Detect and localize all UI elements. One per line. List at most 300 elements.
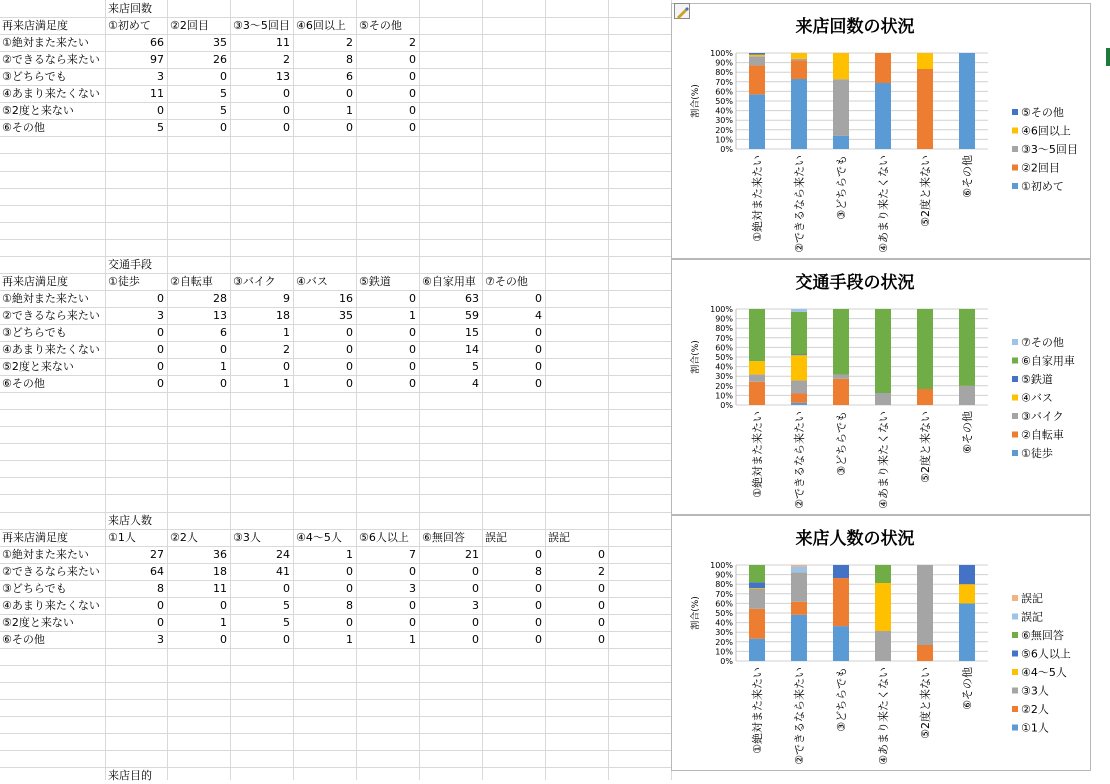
bar-segment: [791, 79, 807, 149]
value-cell[interactable]: 1: [409, 633, 416, 646]
bar-segment: [833, 578, 849, 626]
y-tick-label: 90%: [715, 314, 733, 324]
legend-item: 誤記: [1021, 610, 1043, 624]
column-header[interactable]: ③3人: [233, 531, 261, 544]
value-cell[interactable]: 0: [346, 87, 353, 100]
bar-segment: [833, 53, 849, 79]
value-cell[interactable]: 0: [157, 326, 164, 339]
row-label[interactable]: ④あまり来たくない: [2, 343, 100, 356]
value-cell[interactable]: 5: [220, 104, 227, 117]
column-header[interactable]: ③バイク: [233, 275, 276, 288]
legend-item: ⑥無回答: [1021, 629, 1064, 642]
value-cell[interactable]: 0: [157, 377, 164, 390]
column-header[interactable]: ②2人: [170, 531, 198, 544]
column-header[interactable]: 誤記: [548, 531, 570, 544]
value-cell[interactable]: 7: [409, 548, 416, 561]
y-tick-label: 30%: [715, 372, 733, 382]
value-cell[interactable]: 3: [157, 70, 164, 83]
bar-segment: [959, 309, 975, 386]
value-cell[interactable]: 21: [465, 548, 479, 561]
value-cell[interactable]: 1: [283, 326, 290, 339]
value-cell[interactable]: 0: [535, 343, 542, 356]
y-tick-label: 20%: [715, 125, 733, 135]
bar-segment: [749, 53, 765, 55]
column-header[interactable]: ①徒歩: [108, 275, 140, 288]
row-label[interactable]: ④あまり来たくない: [2, 87, 100, 100]
x-tick-label: ⑥その他: [961, 155, 974, 198]
value-cell[interactable]: 0: [472, 565, 479, 578]
value-cell[interactable]: 0: [346, 616, 353, 629]
value-cell[interactable]: 41: [276, 565, 290, 578]
value-cell[interactable]: 5: [472, 360, 479, 373]
chart-edit-icon[interactable]: [674, 3, 690, 19]
bar-segment: [791, 380, 807, 393]
bar-segment: [833, 374, 849, 378]
value-cell[interactable]: 0: [283, 633, 290, 646]
section-label[interactable]: 交通手段: [108, 258, 152, 271]
value-cell[interactable]: 2: [346, 36, 353, 49]
value-cell[interactable]: 0: [346, 377, 353, 390]
legend-item: ③3人: [1021, 684, 1049, 698]
value-cell[interactable]: 0: [472, 633, 479, 646]
y-tick-label: 80%: [715, 68, 733, 78]
y-tick-label: 30%: [715, 116, 733, 126]
legend-swatch: [1012, 146, 1018, 152]
value-cell[interactable]: 1: [283, 377, 290, 390]
value-cell[interactable]: 0: [598, 582, 605, 595]
y-tick-label: 60%: [715, 87, 733, 97]
value-cell[interactable]: 24: [276, 548, 290, 561]
value-cell[interactable]: 18: [213, 565, 227, 578]
chart-title: 来店回数の状況: [795, 17, 915, 37]
bar-segment: [791, 615, 807, 661]
value-cell[interactable]: 36: [213, 548, 227, 561]
value-cell[interactable]: 1: [220, 616, 227, 629]
legend-item: ①初めて: [1021, 180, 1064, 193]
bar-segment: [875, 565, 891, 583]
row-label[interactable]: ⑤2度と来ない: [2, 616, 74, 629]
value-cell[interactable]: 5: [157, 121, 164, 134]
value-cell[interactable]: 0: [346, 121, 353, 134]
value-cell[interactable]: 0: [220, 599, 227, 612]
x-tick-label: ⑤2度と来ない: [919, 411, 932, 483]
column-header[interactable]: 誤記: [485, 531, 507, 544]
section-label[interactable]: 来店目的: [108, 769, 152, 782]
value-cell[interactable]: 0: [409, 53, 416, 66]
row-label[interactable]: ②できるなら来たい: [2, 53, 100, 66]
value-cell[interactable]: 0: [409, 360, 416, 373]
legend-item: ⑥自家用車: [1021, 354, 1075, 368]
value-cell[interactable]: 0: [472, 616, 479, 629]
y-tick-label: 0%: [720, 401, 733, 410]
x-tick-label: ④あまり来たくない: [877, 411, 890, 509]
chart-canvas: [672, 516, 1090, 770]
value-cell[interactable]: 0: [409, 292, 416, 305]
bar-segment: [875, 309, 891, 393]
section-label[interactable]: 来店回数: [108, 2, 152, 15]
bar-segment: [917, 389, 933, 405]
legend-swatch: [1012, 432, 1018, 438]
bar-segment: [875, 53, 891, 83]
x-tick-label: ④あまり来たくない: [877, 155, 890, 253]
row-label[interactable]: ⑤2度と来ない: [2, 360, 74, 373]
legend-item: ⑤6人以上: [1021, 647, 1071, 661]
row-label[interactable]: ⑤2度と来ない: [2, 104, 74, 117]
legend-item: ③3～5回目: [1021, 143, 1078, 156]
bar-segment: [833, 79, 849, 136]
bar-segment: [917, 309, 933, 389]
value-cell[interactable]: 0: [157, 104, 164, 117]
bar-segment: [833, 309, 849, 374]
row-label[interactable]: ③どちらでも: [2, 326, 67, 339]
bar-segment: [791, 403, 807, 405]
value-cell[interactable]: 0: [535, 548, 542, 561]
chart-transport[interactable]: [671, 259, 1091, 515]
legend-item: ④4～5人: [1021, 666, 1067, 679]
column-header[interactable]: ④4～5人: [296, 531, 342, 544]
value-cell[interactable]: 13: [276, 70, 290, 83]
y-axis-label: 割合(%): [691, 340, 701, 374]
bar-segment: [749, 582, 765, 588]
value-cell[interactable]: 0: [346, 360, 353, 373]
row-label[interactable]: ②できるなら来たい: [2, 309, 100, 322]
value-cell[interactable]: 5: [220, 87, 227, 100]
row-label[interactable]: ①絶対また来たい: [2, 292, 89, 305]
value-cell[interactable]: 0: [409, 104, 416, 117]
legend-item: ②2回目: [1021, 161, 1060, 175]
bar-segment: [749, 361, 765, 374]
value-cell[interactable]: 0: [598, 548, 605, 561]
column-header[interactable]: ⑤その他: [359, 19, 402, 32]
column-header[interactable]: ④バス: [296, 275, 328, 288]
value-cell[interactable]: 4: [472, 377, 479, 390]
row-label[interactable]: ⑥その他: [2, 121, 45, 134]
value-cell[interactable]: 6: [346, 70, 353, 83]
y-tick-label: 70%: [715, 333, 733, 343]
bar-segment: [791, 53, 807, 59]
value-cell[interactable]: 0: [409, 616, 416, 629]
value-cell[interactable]: 59: [465, 309, 479, 322]
row-label[interactable]: ⑥その他: [2, 633, 45, 646]
value-cell[interactable]: 11: [213, 582, 227, 595]
y-tick-label: 20%: [715, 381, 733, 391]
bar-segment: [959, 603, 975, 661]
legend-item: ③バイク: [1021, 410, 1064, 423]
value-cell[interactable]: 0: [598, 633, 605, 646]
row-label[interactable]: ③どちらでも: [2, 70, 67, 83]
value-cell[interactable]: 2: [283, 343, 290, 356]
bar-segment: [749, 374, 765, 381]
column-header[interactable]: ⑦その他: [485, 275, 528, 288]
column-header[interactable]: ②2回目: [170, 19, 209, 32]
value-cell[interactable]: 0: [220, 70, 227, 83]
value-cell[interactable]: 0: [598, 616, 605, 629]
value-cell[interactable]: 0: [535, 633, 542, 646]
value-cell[interactable]: 0: [535, 582, 542, 595]
legend-swatch: [1012, 632, 1018, 638]
bar-segment: [791, 393, 807, 402]
row-label[interactable]: ④あまり来たくない: [2, 599, 100, 612]
row-header[interactable]: 再来店満足度: [2, 531, 68, 544]
value-cell[interactable]: 9: [283, 292, 290, 305]
legend-swatch: [1012, 413, 1018, 419]
value-cell[interactable]: 0: [220, 343, 227, 356]
x-tick-label: ①絶対また来たい: [751, 411, 764, 498]
legend-swatch: [1012, 725, 1018, 731]
value-cell[interactable]: 16: [339, 292, 353, 305]
value-cell[interactable]: 0: [283, 104, 290, 117]
y-tick-label: 0%: [720, 657, 733, 666]
value-cell[interactable]: 0: [157, 599, 164, 612]
bar-segment: [749, 55, 765, 57]
value-cell[interactable]: 3: [157, 309, 164, 322]
selection-indicator: [1106, 48, 1110, 66]
bar-segment: [749, 639, 765, 661]
legend-item: ④6回以上: [1021, 124, 1071, 138]
chart-title: 来店人数の状況: [795, 529, 915, 549]
value-cell[interactable]: 8: [535, 565, 542, 578]
value-cell[interactable]: 1: [409, 309, 416, 322]
value-cell[interactable]: 2: [283, 53, 290, 66]
value-cell[interactable]: 0: [346, 582, 353, 595]
value-cell[interactable]: 0: [409, 343, 416, 356]
legend-item: 誤記: [1021, 592, 1043, 605]
bar-segment: [917, 565, 933, 645]
value-cell[interactable]: 0: [598, 599, 605, 612]
bar-segment: [749, 589, 765, 609]
value-cell[interactable]: 0: [220, 121, 227, 134]
value-cell[interactable]: 0: [535, 599, 542, 612]
value-cell[interactable]: 0: [283, 360, 290, 373]
value-cell[interactable]: 0: [157, 292, 164, 305]
value-cell[interactable]: 0: [409, 326, 416, 339]
y-tick-label: 80%: [715, 580, 733, 590]
bar-segment: [917, 53, 933, 69]
value-cell[interactable]: 5: [283, 616, 290, 629]
legend-swatch: [1012, 669, 1018, 675]
value-cell[interactable]: 0: [157, 360, 164, 373]
value-cell[interactable]: 0: [283, 121, 290, 134]
value-cell[interactable]: 28: [213, 292, 227, 305]
legend-item: ④バス: [1021, 391, 1053, 405]
y-tick-label: 100%: [710, 305, 733, 314]
legend-swatch: [1012, 595, 1018, 601]
x-tick-label: ⑥その他: [961, 667, 974, 710]
x-tick-label: ⑥その他: [961, 411, 974, 454]
y-tick-label: 30%: [715, 628, 733, 638]
column-header[interactable]: ⑤鉄道: [359, 275, 391, 288]
bar-segment: [749, 588, 765, 589]
value-cell[interactable]: 2: [409, 36, 416, 49]
value-cell[interactable]: 0: [283, 87, 290, 100]
y-tick-label: 40%: [715, 106, 733, 116]
value-cell[interactable]: 18: [276, 309, 290, 322]
value-cell[interactable]: 11: [150, 87, 164, 100]
x-tick-label: ②できるなら来たい: [793, 411, 806, 509]
y-tick-label: 40%: [715, 362, 733, 372]
legend-swatch: [1012, 109, 1018, 115]
row-label[interactable]: ①絶対また来たい: [2, 548, 89, 561]
x-tick-label: ⑤2度と来ない: [919, 155, 932, 227]
legend-item: ①1人: [1021, 721, 1049, 735]
row-header[interactable]: 再来店満足度: [2, 19, 68, 32]
value-cell[interactable]: 4: [535, 309, 542, 322]
legend-item: ⑦その他: [1021, 336, 1064, 349]
legend-swatch: [1012, 339, 1018, 345]
value-cell[interactable]: 14: [465, 343, 479, 356]
value-cell[interactable]: 15: [465, 326, 479, 339]
bar-segment: [917, 69, 933, 149]
value-cell[interactable]: 0: [409, 87, 416, 100]
value-cell[interactable]: 0: [535, 292, 542, 305]
bar-segment: [875, 393, 891, 405]
value-cell[interactable]: 0: [409, 599, 416, 612]
value-cell[interactable]: 8: [346, 53, 353, 66]
bar-segment: [791, 566, 807, 572]
bar-segment: [959, 584, 975, 603]
bar-segment: [917, 645, 933, 661]
legend-item: ①徒歩: [1021, 447, 1053, 460]
bar-segment: [833, 379, 849, 405]
y-tick-label: 70%: [715, 589, 733, 599]
legend-swatch: [1012, 651, 1018, 657]
value-cell[interactable]: 97: [150, 53, 164, 66]
value-cell[interactable]: 3: [157, 633, 164, 646]
bar-segment: [791, 602, 807, 615]
value-cell[interactable]: 0: [535, 377, 542, 390]
value-cell[interactable]: 8: [157, 582, 164, 595]
value-cell[interactable]: 0: [409, 121, 416, 134]
value-cell[interactable]: 1: [346, 548, 353, 561]
y-tick-label: 90%: [715, 570, 733, 580]
value-cell[interactable]: 8: [346, 599, 353, 612]
chart-canvas: [672, 260, 1090, 514]
column-header[interactable]: ①1人: [108, 531, 136, 544]
x-tick-label: ③どちらでも: [835, 155, 848, 220]
value-cell[interactable]: 0: [346, 326, 353, 339]
value-cell[interactable]: 1: [346, 104, 353, 117]
value-cell[interactable]: 6: [220, 326, 227, 339]
column-header[interactable]: ②自転車: [170, 275, 213, 288]
bar-segment: [791, 312, 807, 355]
bar-segment: [875, 83, 891, 149]
bar-segment: [791, 355, 807, 380]
y-tick-label: 20%: [715, 637, 733, 647]
legend-item: ②2人: [1021, 703, 1049, 716]
value-cell[interactable]: 0: [346, 565, 353, 578]
row-label[interactable]: ⑥その他: [2, 377, 45, 390]
y-tick-label: 10%: [715, 647, 733, 657]
row-label[interactable]: ③どちらでも: [2, 582, 67, 595]
column-header[interactable]: ④6回以上: [296, 19, 346, 32]
legend-swatch: [1012, 706, 1018, 712]
bar-segment: [749, 309, 765, 361]
y-tick-label: 100%: [710, 49, 733, 58]
value-cell[interactable]: 0: [535, 326, 542, 339]
value-cell[interactable]: 0: [409, 70, 416, 83]
value-cell[interactable]: 0: [157, 343, 164, 356]
value-cell[interactable]: 0: [346, 343, 353, 356]
row-label[interactable]: ①絶対また来たい: [2, 36, 89, 49]
y-tick-label: 50%: [715, 353, 733, 362]
value-cell[interactable]: 0: [220, 377, 227, 390]
bar-segment: [791, 309, 807, 312]
column-header[interactable]: ③3～5回目: [233, 19, 290, 32]
column-header[interactable]: ⑥無回答: [422, 531, 465, 544]
value-cell[interactable]: 11: [276, 36, 290, 49]
x-tick-label: ③どちらでも: [835, 411, 848, 476]
value-cell[interactable]: 3: [409, 582, 416, 595]
y-tick-label: 70%: [715, 77, 733, 87]
x-tick-label: ⑤2度と来ない: [919, 667, 932, 739]
bar-segment: [749, 56, 765, 65]
column-header[interactable]: ①初めて: [108, 19, 151, 32]
value-cell[interactable]: 66: [150, 36, 164, 49]
x-tick-label: ④あまり来たくない: [877, 667, 890, 765]
value-cell[interactable]: 0: [283, 582, 290, 595]
row-label[interactable]: ②できるなら来たい: [2, 565, 100, 578]
value-cell[interactable]: 1: [220, 360, 227, 373]
value-cell[interactable]: 2: [598, 565, 605, 578]
value-cell[interactable]: 0: [409, 565, 416, 578]
value-cell[interactable]: 26: [213, 53, 227, 66]
bar-segment: [833, 136, 849, 149]
legend-swatch: [1012, 614, 1018, 620]
bar-segment: [749, 94, 765, 149]
value-cell[interactable]: 0: [409, 377, 416, 390]
y-tick-label: 10%: [715, 135, 733, 145]
value-cell[interactable]: 0: [472, 582, 479, 595]
column-header[interactable]: ⑥自家用車: [422, 275, 476, 288]
value-cell[interactable]: 35: [213, 36, 227, 49]
value-cell[interactable]: 13: [213, 309, 227, 322]
value-cell[interactable]: 5: [283, 599, 290, 612]
row-header[interactable]: 再来店満足度: [2, 275, 68, 288]
legend-item: ⑤その他: [1021, 106, 1064, 119]
value-cell[interactable]: 0: [535, 616, 542, 629]
bar-segment: [791, 572, 807, 602]
column-header[interactable]: ⑤6人以上: [359, 531, 409, 544]
value-cell[interactable]: 64: [150, 565, 164, 578]
legend-item: ⑤鉄道: [1021, 373, 1053, 386]
bar-segment: [833, 565, 849, 578]
y-tick-label: 50%: [715, 609, 733, 618]
bar-segment: [749, 382, 765, 405]
legend-swatch: [1012, 450, 1018, 456]
chart-party-size[interactable]: [671, 515, 1091, 771]
value-cell[interactable]: 0: [157, 616, 164, 629]
value-cell[interactable]: 27: [150, 548, 164, 561]
section-label[interactable]: 来店人数: [108, 514, 152, 527]
value-cell[interactable]: 35: [339, 309, 353, 322]
bar-segment: [791, 565, 807, 566]
y-axis-label: 割合(%): [691, 596, 701, 630]
chart-visit-count[interactable]: [671, 3, 1091, 259]
y-tick-label: 80%: [715, 324, 733, 334]
value-cell[interactable]: 1: [346, 633, 353, 646]
value-cell[interactable]: 0: [535, 360, 542, 373]
value-cell[interactable]: 3: [472, 599, 479, 612]
y-axis-label: 割合(%): [691, 84, 701, 118]
value-cell[interactable]: 0: [220, 633, 227, 646]
legend-swatch: [1012, 183, 1018, 189]
bar-segment: [875, 583, 891, 631]
value-cell[interactable]: 63: [465, 292, 479, 305]
bar-segment: [959, 565, 975, 584]
legend-swatch: [1012, 395, 1018, 401]
x-tick-label: ③どちらでも: [835, 667, 848, 732]
y-tick-label: 10%: [715, 391, 733, 401]
